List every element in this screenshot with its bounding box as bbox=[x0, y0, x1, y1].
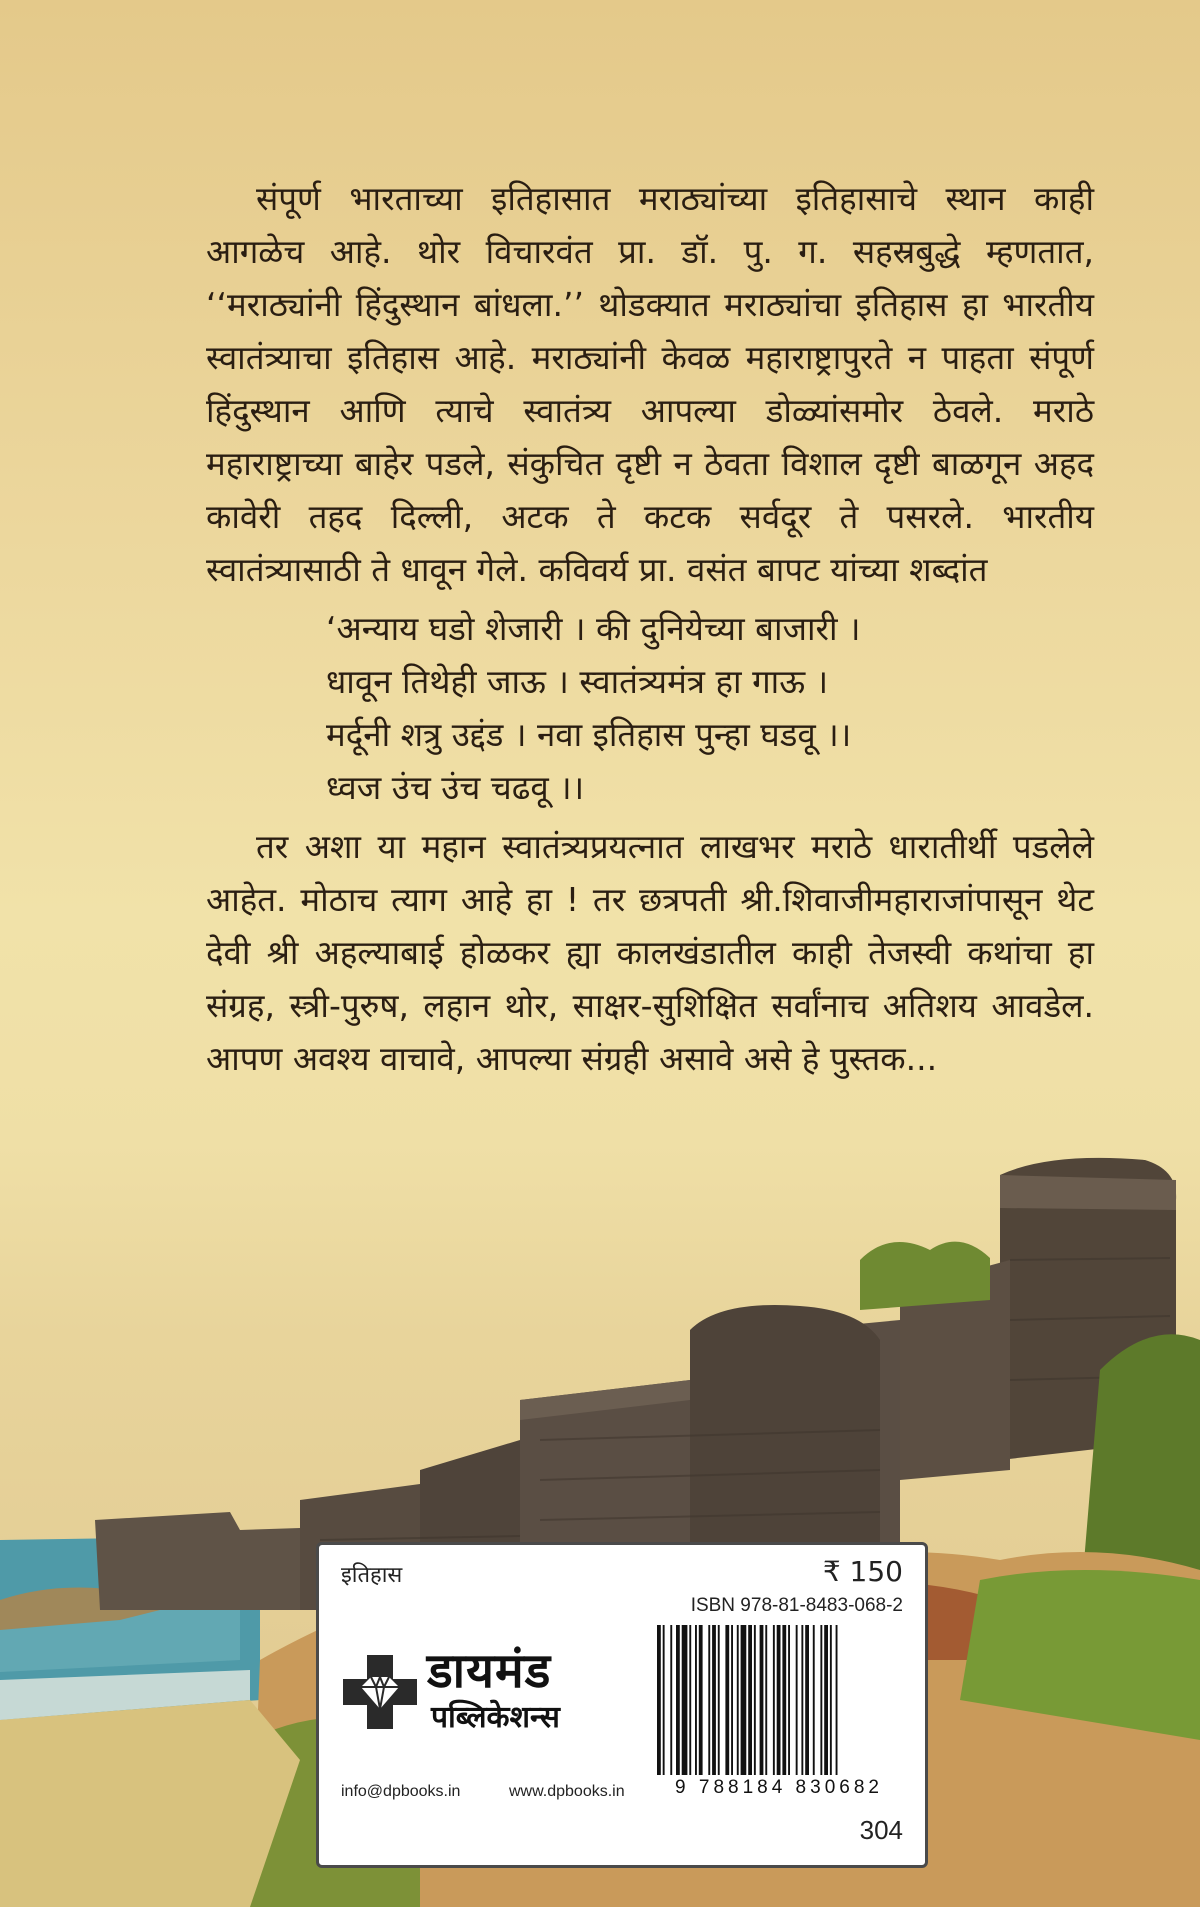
publisher-name-line-2: पब्लिकेशन्स bbox=[431, 1700, 560, 1735]
blurb-paragraph-2: तर अशा या महान स्वातंत्र्यप्रयत्नात लाखभर मराठे धारातीर्थी पडलेले आहेत. मोठाच त्याग आहे हा ! तर छत्रपती श्री.शिवाजीमहाराजांपासून थेट देवी श्री अहल्याबाई होळकर ह्या कालखंडातील काही तेजस्वी कथांचा हा संग्रह, स्त्री-पुरुष, लहान थोर, साक्षर-सुशिक्षित सर्वांनाच अतिशय आवडेल. आपण अवश्य वाचावे, आपल्या संग्रही असावे असे हे पुस्तक... bbox=[206, 827, 1094, 1078]
price-isbn-label bbox=[316, 1542, 928, 1868]
publisher-website: www.dpbooks.in bbox=[509, 1783, 625, 1800]
publisher-email: info@dpbooks.in bbox=[341, 1783, 461, 1800]
isbn-label: ISBN 978-81-8483-068-2 bbox=[690, 1595, 903, 1616]
price-label: ₹ 150 bbox=[822, 1555, 903, 1588]
poem-line-4: ध्वज उंच उंच चढवू ।। bbox=[326, 768, 585, 807]
barcode-icon bbox=[653, 1625, 905, 1775]
publisher-name-line-1: डायमंड bbox=[427, 1643, 552, 1699]
poem-line-1: ‘अन्याय घडो शेजारी । की दुनियेच्या बाजारी । bbox=[326, 609, 861, 648]
back-cover-blurb bbox=[206, 172, 1094, 1085]
page-count: 304 bbox=[859, 1815, 903, 1845]
poem-line-3: मर्दूनी शत्रु उद्दंड । नवा इतिहास पुन्हा घडवू ।। bbox=[326, 715, 852, 754]
blurb-paragraph-1: संपूर्ण भारताच्या इतिहासात मराठ्यांच्या इतिहासाचे स्थान काही आगळेच आहे. थोर विचारवंत प्रा. डॉ. पु. ग. सहस्रबुद्धे म्हणतात, ‘‘मराठ्यांनी हिंदुस्थान बांधला.’’ थोडक्यात मराठ्यांचा इतिहास हा भारतीय स्वातंत्र्याचा इतिहास आहे. मराठ्यांनी केवळ महाराष्ट्रापुरते न पाहता संपूर्ण हिंदुस्थान आणि त्याचे स्वातंत्र्य आपल्या डोळ्यांसमोर ठेवले. मराठे महाराष्ट्राच्या बाहेर पडले, संकुचित दृष्टी न ठेवता विशाल दृष्टी बाळगून अहद कावेरी तहद दिल्ली, अटक ते कटक सर्वदूर ते पसरले. भारतीय स्वातंत्र्यासाठी ते धावून गेले. कविवर्य प्रा. वसंत बापट यांच्या शब्दांत bbox=[206, 179, 1094, 589]
poem-quote bbox=[326, 602, 1094, 814]
barcode-number: 9 788184 830682 bbox=[675, 1777, 883, 1798]
poem-line-2: धावून तिथेही जाऊ । स्वातंत्र्यमंत्र हा गाऊ । bbox=[326, 662, 829, 701]
genre-label: इतिहास bbox=[341, 1563, 403, 1588]
diamond-cross-logo-icon bbox=[341, 1653, 419, 1731]
